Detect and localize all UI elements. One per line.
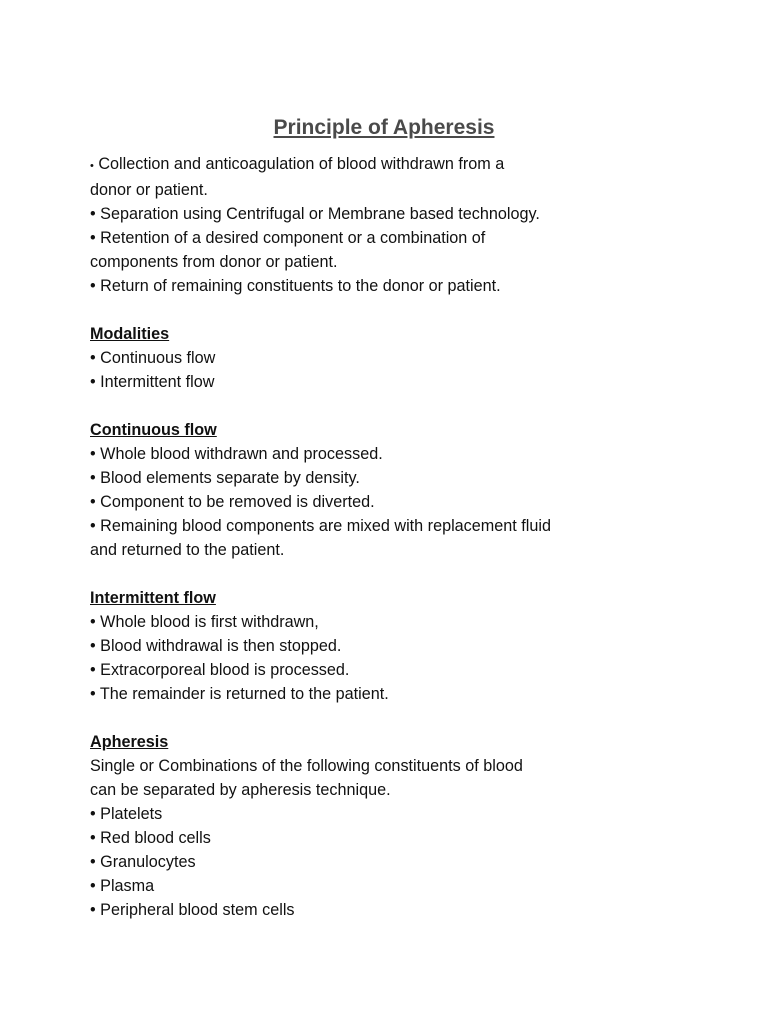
intro-line: components from donor or patient. bbox=[90, 253, 338, 271]
paragraph-line: can be separated by apheresis technique. bbox=[90, 781, 391, 799]
section-heading-modalities: Modalities bbox=[90, 325, 170, 343]
list-item: • Platelets bbox=[90, 805, 163, 823]
list-item: • Extracorporeal blood is processed. bbox=[90, 661, 350, 679]
list-item: • Granulocytes bbox=[90, 853, 196, 871]
list-item: • Red blood cells bbox=[90, 829, 211, 847]
intro-line: • Return of remaining constituents to the donor or patient. bbox=[90, 277, 501, 295]
list-item: • Whole blood is first withdrawn, bbox=[90, 613, 319, 631]
continuous-flow-section bbox=[90, 418, 650, 562]
section-spacer bbox=[90, 706, 650, 730]
list-item: • The remainder is returned to the patient. bbox=[90, 685, 389, 703]
intermittent-flow-section bbox=[90, 586, 650, 706]
list-item: • Intermittent flow bbox=[90, 373, 215, 391]
bullet-marker: • bbox=[90, 160, 94, 172]
list-item: • Remaining blood components are mixed with replacement fluid bbox=[90, 517, 551, 535]
list-item: • Peripheral blood stem cells bbox=[90, 901, 295, 919]
section-spacer bbox=[90, 562, 650, 586]
intro-section bbox=[90, 152, 650, 298]
section-heading-apheresis: Apheresis bbox=[90, 733, 169, 751]
document-title: Principle of Apheresis bbox=[273, 116, 495, 139]
intro-line bbox=[90, 152, 650, 178]
section-spacer bbox=[90, 298, 650, 322]
section-heading-intermittent-flow: Intermittent flow bbox=[90, 589, 216, 607]
list-item: • Component to be removed is diverted. bbox=[90, 493, 375, 511]
list-item: • Whole blood withdrawn and processed. bbox=[90, 445, 383, 463]
list-item: • Blood withdrawal is then stopped. bbox=[90, 637, 342, 655]
list-item: and returned to the patient. bbox=[90, 541, 285, 559]
list-item: • Continuous flow bbox=[90, 349, 216, 367]
document-page bbox=[90, 114, 650, 922]
list-item: • Plasma bbox=[90, 877, 155, 895]
apheresis-section bbox=[90, 730, 650, 922]
intro-line: donor or patient. bbox=[90, 181, 208, 199]
intro-line-text: Collection and anticoagulation of blood withdrawn from a bbox=[93, 155, 505, 173]
section-heading-continuous-flow: Continuous flow bbox=[90, 421, 217, 439]
intro-line: • Separation using Centrifugal or Membrane based technology. bbox=[90, 205, 540, 223]
list-item: • Blood elements separate by density. bbox=[90, 469, 360, 487]
section-spacer bbox=[90, 394, 650, 418]
modalities-section bbox=[90, 322, 650, 394]
paragraph-line: Single or Combinations of the following constituents of blood bbox=[90, 757, 523, 775]
intro-line: • Retention of a desired component or a combination of bbox=[90, 229, 486, 247]
